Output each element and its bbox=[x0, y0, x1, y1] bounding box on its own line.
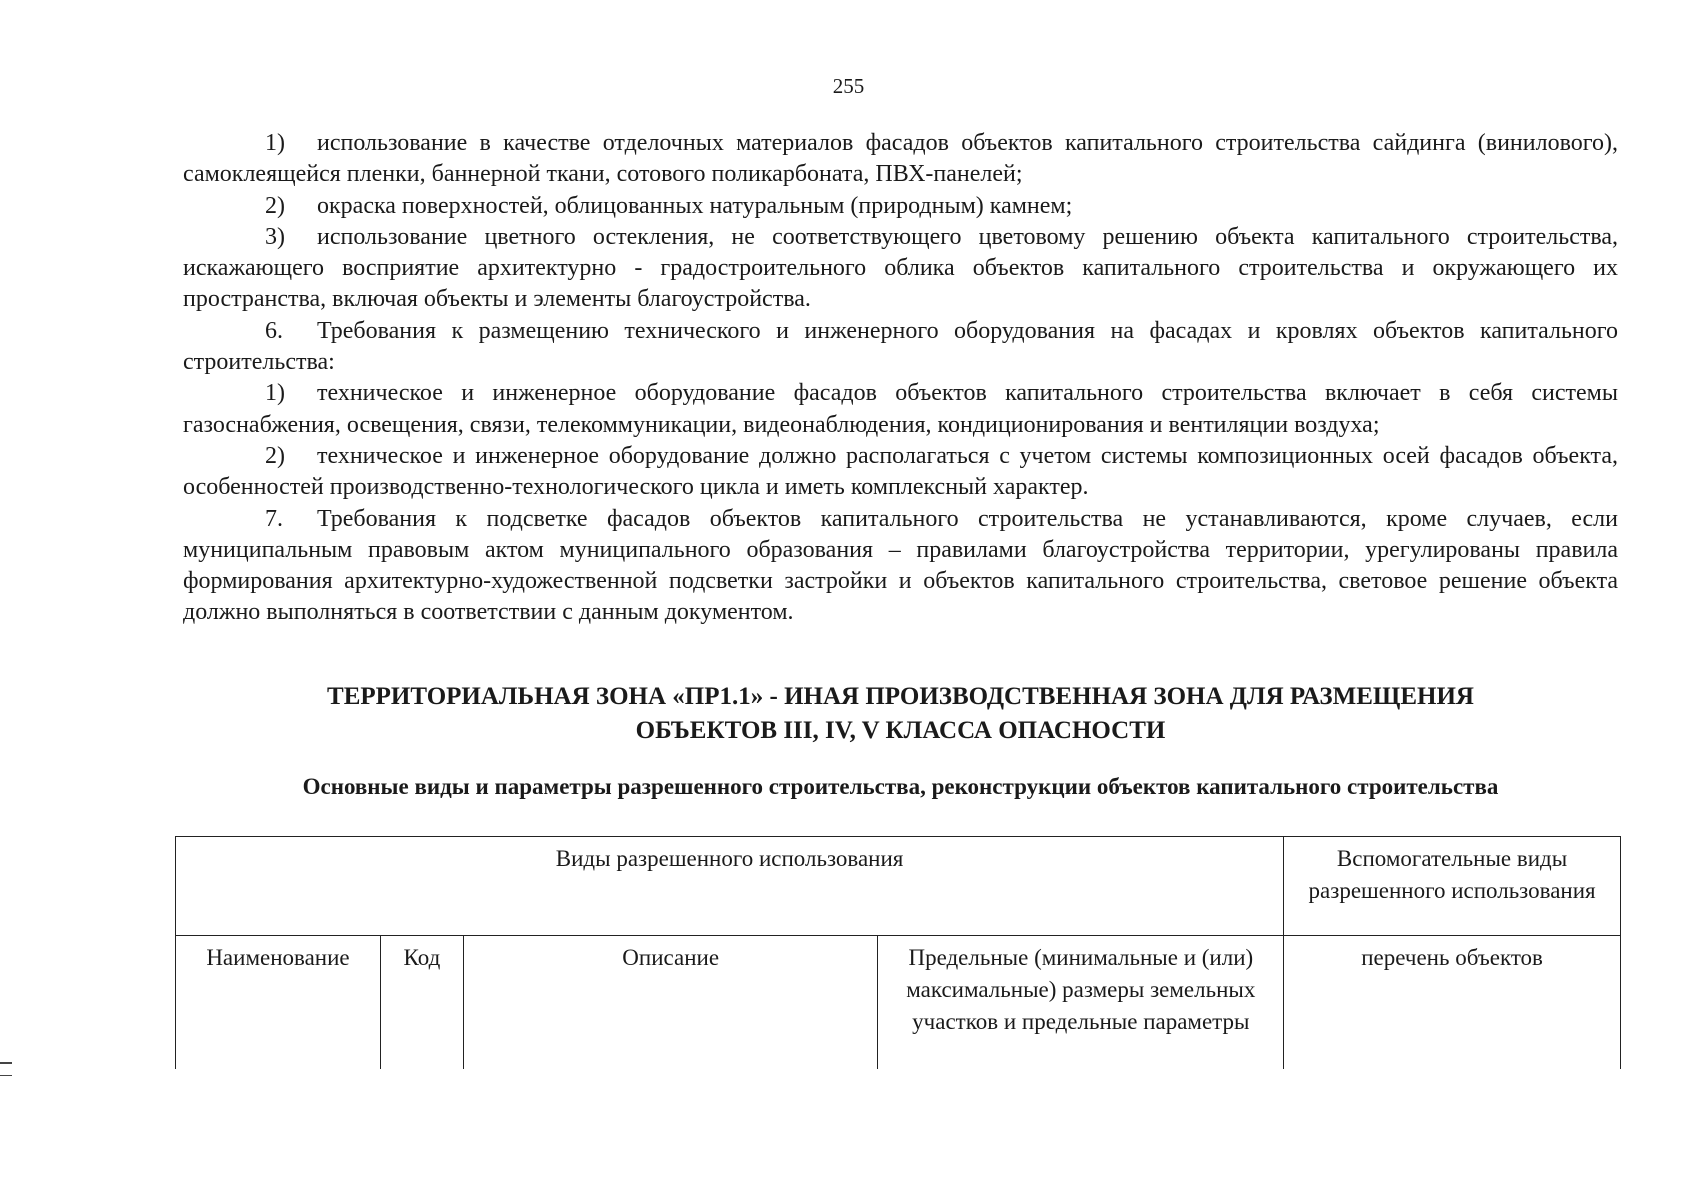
margin-marks bbox=[0, 1062, 12, 1087]
column-description: Описание bbox=[463, 936, 878, 1070]
paragraph-item bbox=[183, 378, 1618, 441]
body-text bbox=[183, 128, 1618, 629]
header-auxiliary-uses: Вспомогательные виды разрешенного использования bbox=[1284, 837, 1621, 936]
paragraph-number: 2) bbox=[265, 192, 285, 219]
zone-heading bbox=[183, 680, 1618, 748]
paragraph-item bbox=[183, 316, 1618, 379]
paragraph-item bbox=[183, 222, 1618, 316]
paragraph-item bbox=[183, 441, 1618, 504]
paragraph-text: Требования к подсветке фасадов объектов капитального строительства не устанавливаются, кроме случаев, если муниципальным правовым актом муниципального образования – правилами благоустройства территории, урегулированы правила формирования архитектурно-художественной подсветки застройки и объектов капитального строительства, световое решение объекта должно выполняться в соответствии с данным документом. bbox=[183, 505, 1618, 626]
paragraph-text: использование цветного остекления, не соответствующего цветовому решению объекта капитального строительства, искажающего восприятие архитектурно - градостроительного облика объектов капитального строительства и окружающего их пространства, включая объекты и элементы благоустройства. bbox=[183, 223, 1618, 313]
header-permitted-uses: Виды разрешенного использования bbox=[176, 837, 1284, 936]
table-subheader-row bbox=[176, 936, 1621, 1070]
paragraph-number: 6. bbox=[265, 317, 283, 344]
permitted-use-table bbox=[175, 836, 1621, 1069]
paragraph-number: 1) bbox=[265, 130, 285, 156]
zone-heading-line: ТЕРРИТОРИАЛЬНАЯ ЗОНА «ПР1.1» - ИНАЯ ПРОИЗВОДСТВЕННАЯ ЗОНА ДЛЯ РАЗМЕЩЕНИЯ bbox=[327, 683, 1474, 710]
paragraph-item bbox=[183, 128, 1618, 191]
column-limits: Предельные (минимальные и (или) максимальные) размеры земельных участков и предельные параметры bbox=[878, 936, 1284, 1070]
margin-mark bbox=[0, 1062, 12, 1064]
page-number: 255 bbox=[832, 74, 865, 98]
paragraph-number: 2) bbox=[265, 442, 285, 469]
column-name: Наименование bbox=[176, 936, 381, 1070]
paragraph-number: 3) bbox=[265, 223, 285, 250]
paragraph-item bbox=[183, 504, 1618, 629]
table-header-row bbox=[176, 837, 1621, 936]
paragraph-text: окраска поверхностей, облицованных натуральным (природным) камнем; bbox=[317, 192, 1073, 219]
column-aux-list: перечень объектов bbox=[1284, 936, 1621, 1070]
paragraph-number: 1) bbox=[265, 380, 285, 407]
paragraph-text: техническое и инженерное оборудование фасадов объектов капитального строительства включает в себя системы газоснабжения, освещения, связи, телекоммуникации, видеонаблюдения, кондиционирования и вентиляции воздуха; bbox=[183, 380, 1618, 438]
paragraph-text: Требования к размещению технического и инженерного оборудования на фасадах и кровлях объектов капитального строительства: bbox=[183, 317, 1618, 376]
paragraph-text: использование в качестве отделочных материалов фасадов объектов капитального строительства сайдинга (винилового), самоклеящейся пленки, баннерной ткани, сотового поликарбоната, ПВХ-панелей; bbox=[183, 130, 1618, 188]
zone-heading-line: ОБЪЕКТОВ III, IV, V КЛАССА ОПАСНОСТИ bbox=[635, 717, 1166, 744]
paragraph-item bbox=[183, 191, 1618, 222]
margin-mark bbox=[0, 1075, 12, 1077]
section-subheading: Основные виды и параметры разрешенного строительства, реконструкции объектов капитального строительства bbox=[302, 774, 1499, 799]
column-code: Код bbox=[380, 936, 463, 1070]
paragraph-number: 7. bbox=[265, 505, 283, 532]
paragraph-text: техническое и инженерное оборудование должно располагаться с учетом системы композиционных осей фасадов объекта, особенностей производственно-технологического цикла и иметь комплексный характер. bbox=[183, 442, 1618, 501]
